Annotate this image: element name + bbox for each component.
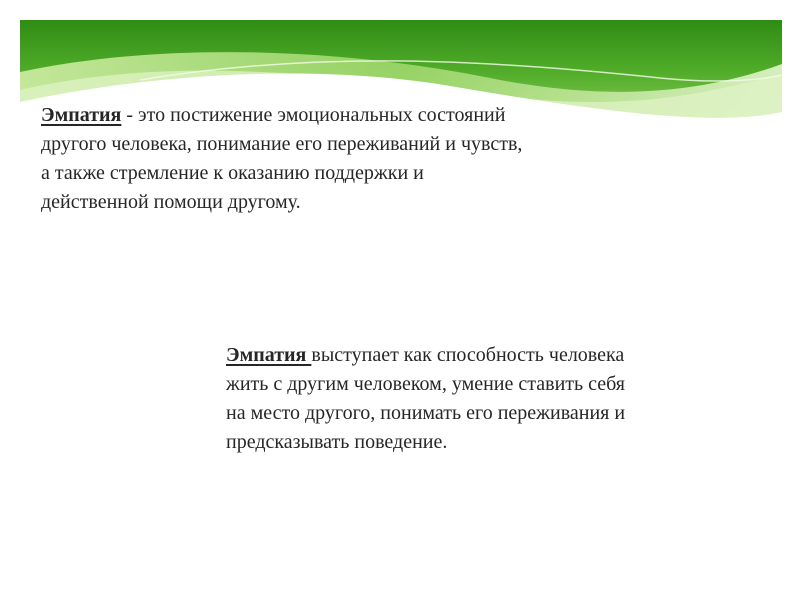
definition-1-line-3: а также стремление к оказанию поддержки и: [41, 162, 424, 184]
definition-2-line-2: жить с другим человеком, умение ставить себя: [226, 373, 626, 395]
definition-1-lead: - это постижение эмоциональных состояний: [121, 104, 506, 126]
definition-1-line-2: другого человека, понимание его переживаний и чувств,: [41, 133, 523, 155]
definition-1-term: Эмпатия: [41, 104, 122, 126]
definition-2-line-3: на место другого, понимать его переживания и: [226, 402, 626, 424]
definition-2-line-4: предсказывать поведение.: [226, 431, 448, 453]
definition-1-line-1: [41, 101, 701, 130]
definition-paragraph-1: [41, 101, 701, 217]
definition-2-term: Эмпатия: [226, 344, 312, 366]
definition-paragraph-2: [226, 341, 786, 457]
definition-2-lead: выступает как способность человека: [311, 344, 625, 366]
definition-1-line-4: действенной помощи другому.: [41, 191, 301, 213]
definition-2-line-1: [226, 341, 786, 370]
